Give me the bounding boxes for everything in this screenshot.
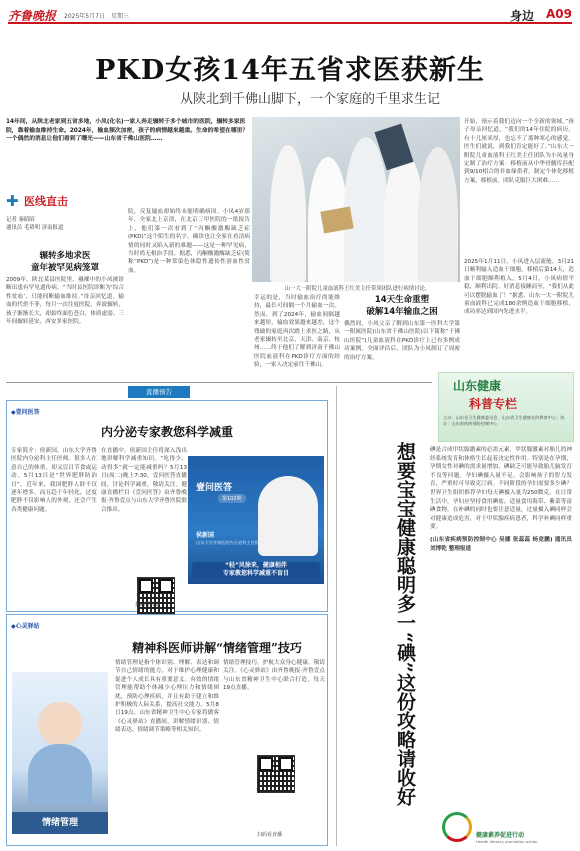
column-tag-yiwen: ◆壹问医答 bbox=[11, 409, 40, 416]
health-body bbox=[430, 446, 572, 553]
live-preview-band: 直播预告 bbox=[128, 386, 190, 398]
lead-paragraph: 14年间，从陕北老家到五省多地，小凤(化名)一家人奔走辗转于多个城市的医院，辗转多家医院，靠着输血维持生命。2024年，输血频次加密，孩子的病情越来越重。生命的希望在哪里？一个偶然的消息让他们看到了曙光——山东省千佛山医院…… bbox=[6, 119, 249, 143]
story-photo bbox=[252, 117, 460, 282]
health-column-banner bbox=[438, 372, 574, 442]
column-badge bbox=[6, 190, 116, 214]
health-literacy-logo bbox=[436, 806, 572, 846]
section-divider bbox=[6, 382, 432, 383]
column-tag-xinling: ◆心灵驿站 bbox=[11, 623, 40, 630]
health-logo-text: 健康素养促进行动 bbox=[476, 832, 525, 839]
health-logo-subtext: Health literacy promotion action bbox=[476, 839, 538, 844]
story-subhead-1: 辗转多地求医 童年被罕见病笼罩 bbox=[30, 251, 99, 273]
poster-slogan: “轻”风徐来，健康相伴 专家教您科学减重不盲目 bbox=[192, 562, 320, 578]
byline-reporter: 记者 秦昭昭 bbox=[6, 217, 35, 223]
poster-logo: 壹问医答 bbox=[196, 483, 233, 493]
medical-cross-icon: ✚ bbox=[6, 192, 19, 210]
health-banner-title: 山东健康 bbox=[453, 379, 502, 393]
health-body-text: 碘是合成甲状腺激素的必需元素，甲状腺激素对胎儿的神经系统发育和体格生长起着决定性作用。特别是在孕期，孕期女性对碘的需求量增加，碘缺乏可能导致胎儿脑发育不良等问题。孕妇碘摄入量不足，会影响孩子的智力发育，严重时可导致克汀病。不同阶段的孕妇需要多少碘？世界卫生组织推荐孕妇每天碘摄入量为250微克，在日常生活中，孕妇应坚持食用碘盐，适量食用海带、紫菜等富碘食物。在补碘的同时也要注意适量，过量摄入碘同样会对健康造成危害，对于甲状腺疾病患者，科学补碘同样重要。 bbox=[430, 447, 572, 531]
headline: PKD女孩14年五省求医获新生 bbox=[95, 55, 485, 86]
doctor-poster bbox=[188, 456, 324, 584]
story-column-5: 开始，预示着我们迈向一个全新的领域。”孩子母亲回忆道，“我们的14年住院的病历，有十几厘米厚，也忘不了那种寒心的感觉。医生们就说，到我们肯定能好了。”山东大一附院儿童血液科王红美主任团队为小凤量身定制了治疗方案：移植前从中华骨髓库匹配到9/10相合的非血缘供者，制定个体化移植方案，移植前，团队克服巨大困难…… bbox=[464, 119, 574, 184]
byline-correspondent: 通讯员 毛珺明 济南报道 bbox=[6, 225, 64, 231]
story-column-3: 幸运的是，当时输血治疗尚能维持，最长可间隔一个月输血一次。然而，到了2024年，输血间隔越来越短，输血效果越来越差，这个残破的家庭再次踏上求医之路，从老家辗转至北京、天津、南京、杭州……终于他们了解到济南千佛山医院血液科在PKD诊疗方面的经验，一家人决定前往千佛山。 bbox=[254, 295, 340, 369]
story-column-2: 院，反复输血却始终未能明确病因。小凤4岁那年，全家北上京津，在北京三甲医院的一纸报告上，他们第一次看到了“丙酮酸激酶缺乏症(PKD)”这个陌生的名字。确诊也让全家在看清病情的同时又陷入新的难题——这是一种罕见病，当时尚无根治手段。据悉，丙酮酸激酶缺乏症(简称“PKD”)是一种常染色体隐性遗传性溶血性贫血。 bbox=[128, 209, 250, 274]
poster-episode: 第102期 bbox=[218, 494, 246, 503]
health-banner-note: 主办：山东省卫生健康委员会、山东省卫生健康宣传教育中心；协办：山东省疾病预防控制中心 bbox=[443, 415, 565, 426]
story-column-4: 偶然间，小凤父亲了解到山东第一医科大学第一附属医院(山东省千佛山医院)以下简称“千佛山医院”)儿童血液科在PKD诊疗上已有多例成功案例。全面评估后，团队为小凤制订了周密的治疗方案。 bbox=[344, 321, 460, 361]
byline bbox=[6, 216, 124, 232]
health-credit: (山东省疾病预防控制中心 吴娜 张蕊蕊 杨竞鹏) 通讯员 刘博乾 整理报道 bbox=[430, 536, 572, 552]
story-subhead-2: 14天生命重塑 破解14年输血之困 bbox=[366, 295, 438, 317]
column-badge-title: 医线直击 bbox=[24, 195, 68, 208]
qr-caption-emotion: 扫码看直播 bbox=[257, 832, 283, 838]
emotion-illustration bbox=[12, 672, 108, 834]
qr-caption-weight: 扫码看直播 bbox=[135, 602, 161, 608]
issue-weekday: 星期三 bbox=[111, 13, 130, 20]
live-text-emotion-b: 情绪管理技巧，护航大众身心健康。敬请关注。《心灵驿站》由齐鲁晚报·齐鲁壹点与山东省精神卫生中心联合打造，每天19点直播。 bbox=[223, 660, 325, 692]
photo-caption: 山一大一附院儿童血液科王红美主任带领团队进行病情讨论。 bbox=[284, 286, 431, 292]
health-banner-subtitle: 科普专栏 bbox=[469, 397, 518, 411]
emotion-label: 情绪管理 bbox=[12, 812, 108, 834]
live-title-weight: 内分泌专家教您科学减重 bbox=[100, 425, 233, 439]
doctor-portrait bbox=[258, 476, 318, 556]
qr-code-live-weight[interactable] bbox=[137, 577, 175, 615]
page-number: A09 bbox=[546, 7, 572, 21]
live-text-emotion-a: 情绪管理是指个体识别、理解、表达和调节自己情绪的能力，对于维护心理健康和促进个人成长具有重要意义。有效的情绪管理能帮助个体减少心理压力和情绪困扰，预防心理疾病，并且有助于建立和维护积极的人际关系，提高社交能力。5月8日19点，山东省精神卫生中心专家将做客《心灵驿站》直播间，讲解情绪识别、情绪表达、情绪调节策略等相关知识。 bbox=[115, 660, 219, 734]
story-column-1: 2009年，陕北某县医院里，襁褓中的小凤被诊断出患有罕见遗传病。“当时县医院诊断为‘综合性贫血’，只能间断输血维持。”母亲回忆道。输血的代价不菲，每月一次往返医院，奔波辗转，孩子渐渐长大，却始终面色苍白，体质虚弱。三年间辗转延安、西安多家医院。 bbox=[6, 277, 124, 326]
masthead bbox=[8, 6, 572, 24]
doctor-name: 侯新国 bbox=[196, 532, 215, 539]
health-logo-icon bbox=[442, 812, 472, 842]
doctor-title: 山东大学齐鲁医院内分泌科主任医师 bbox=[196, 540, 264, 545]
newspaper-logo: 齐鲁晚报 bbox=[8, 9, 57, 23]
live-text-weight-a: 专家简介：侯新国，山东大学齐鲁医院内分泌科主任医师。很多人在意自己的体重，却又盲目节食或运动。5月13日是“世界肥胖防治日”。近年来，我国肥胖人群不仅逐年增多，而且趋于年轻化，过度肥胖不仅影响人的外观，还会产生各类健康问题。 bbox=[11, 448, 97, 513]
issue-date: 2025年5月7日 bbox=[64, 13, 105, 20]
qr-code-live-emotion[interactable] bbox=[257, 755, 295, 793]
subheadline: 从陕北到千佛山脚下，一个家庭的千里求生记 bbox=[179, 92, 440, 107]
section-name: 身边 bbox=[509, 9, 534, 23]
health-vertical-title: 想要宝宝健康聪明多一“碘”这份攻略请收好 bbox=[394, 442, 416, 806]
live-title-emotion: 精神科医师讲解“情绪管理”技巧 bbox=[132, 641, 302, 655]
live-text-weight-b: 在直播中，侯新国主任将深入浅出地讲解科学减重知识。“吃得少、动得多”就一定能减重吗？5月13日(周二)晚上7:30，壹问医答直播间，讨论科学减重，敬请关注。健康直播栏目《壹问医答》由齐鲁晚报·齐鲁壹点与山东大学齐鲁医院联合推出。 bbox=[101, 448, 187, 513]
story-column-5b: 2025年1月11日，小凤进入层流舱。3月21日顺利输入造血干细胞，移植后第14天，造血干细胞顺利植入，5月4日，小凤病情平稳，顺利出院。好消息接踵而至，“我们从此可以摆脱输血了！”据悉，山东一大一附院儿童血液科已完成180余例造血干细胞移植，成功率达到国内先进水平。 bbox=[464, 259, 574, 316]
column-divider bbox=[336, 386, 337, 846]
